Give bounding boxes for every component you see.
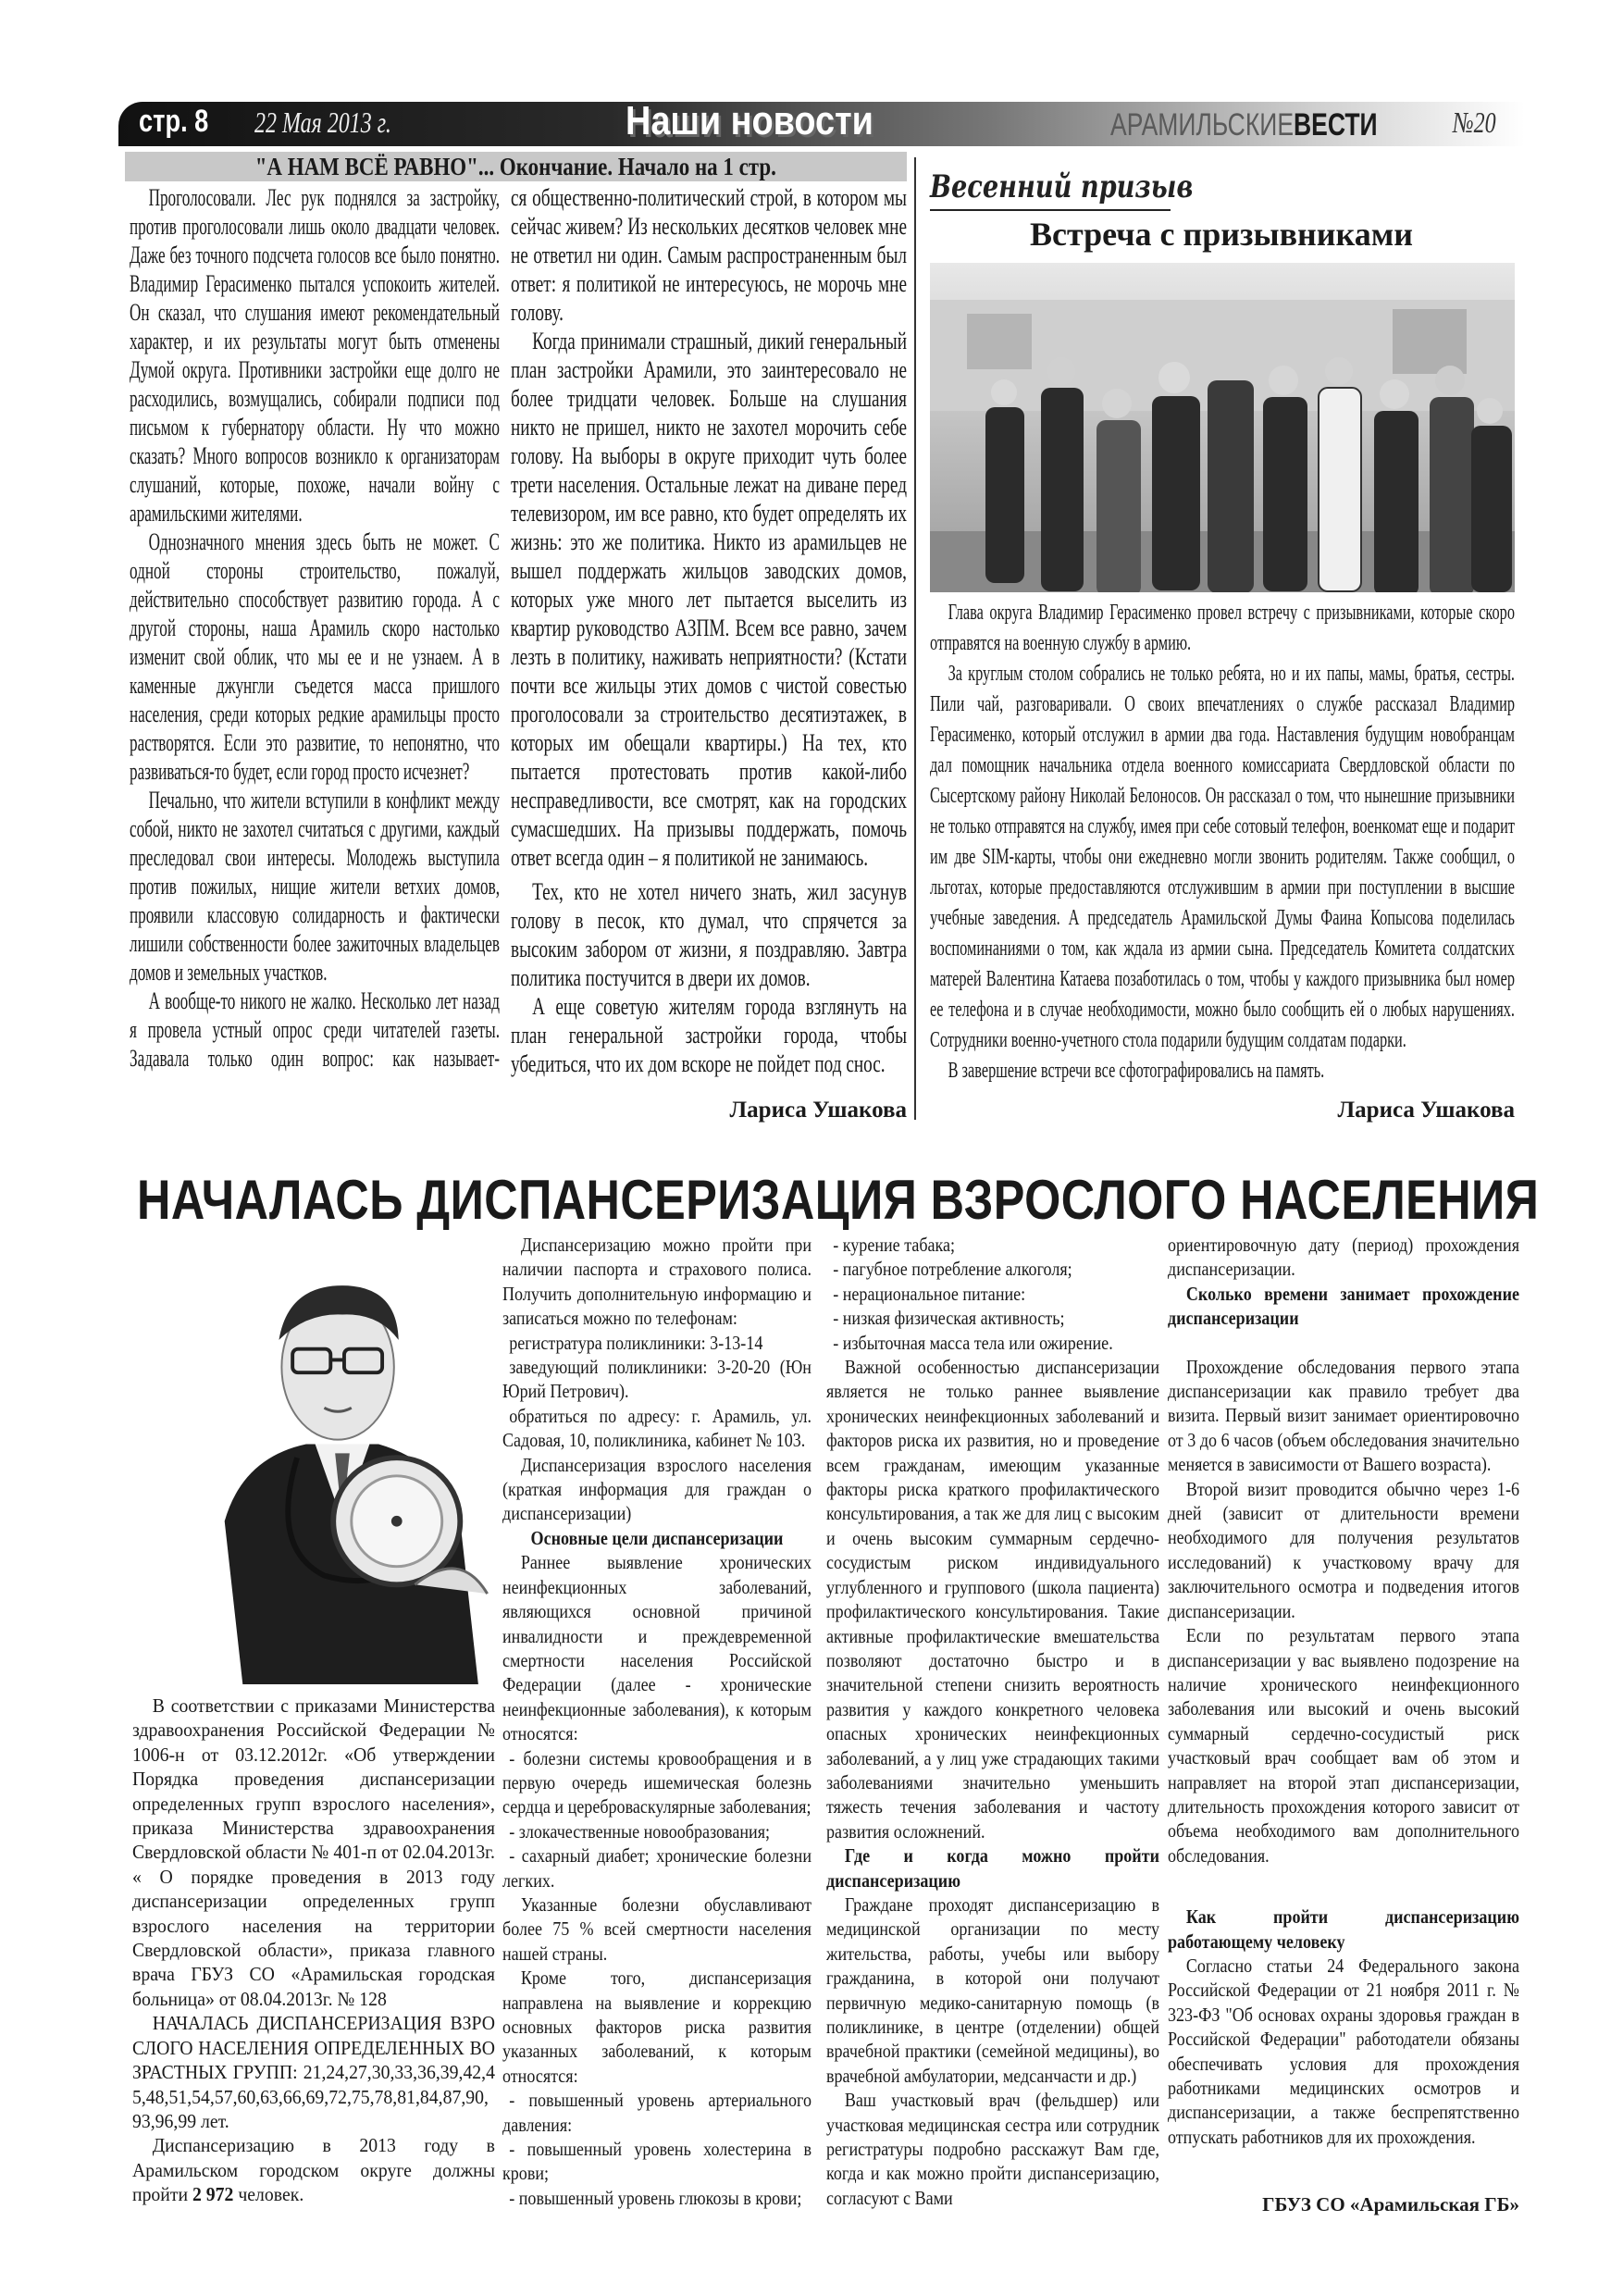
paragraph: А еще советую жителям города взглянуть на план генеральной застройки города, чтобы убедиться, что их дом вскоре не пойдет под снос. bbox=[511, 993, 907, 1077]
article-kicker-text: "А НАМ ВСЁ РАВНО"... Окончание. Начало на 1 стр. bbox=[254, 153, 777, 180]
organization-signature: ГБУЗ СО «Арамильская ГБ» bbox=[1262, 2193, 1519, 2215]
paragraph: Диспансеризация взрослого населения (краткая информация для граждан о диспансеризации) bbox=[502, 1453, 812, 1525]
list-item: - повышенный уровень глюкозы в крови; bbox=[509, 2186, 802, 2209]
issue-number: №20 bbox=[1453, 105, 1496, 139]
paragraph: Важной особенностью диспансеризации является не только раннее выявление хронических неинфекционных заболеваний и факторов риска их развития, но и проведение всем гражданам, имеющим указанные факторы риска краткого профилактического консультирования, а так же для лиц с высоким и очень высоким суммарным сердечно-сосудистым риском индивидуального углубленного и группового (школа пациента) профилактического консультирования. Такие активные профилактические вмешательства позволяют достаточно быстро и в значительной степени снизить вероятность развития у каждого конкретного человека опасных хронических неинфекционных заболеваний, а у лиц уже страдающих такими заболеваниями значительно уменьшить тяжесть течения заболевания и частоту развития осложнений. bbox=[826, 1356, 1159, 1843]
paragraph: За круглым столом собрались не только ребята, но и их папы, мамы, братья, сестры. Пили чай, разговаривали. О своих впечатлениях о службе рассказал Владимир Герасименко, который отслужил в армии два года. Наставления будущим новобранцам дал помощник начальника отдела военного комиссариата Свердловской области по Сысертскому району Николай Белоносов. Он рассказал о том, что нынешние призывники не только отправятся на службу, имея при себе сотовый телефон, военкомат еще и подарит им две SIM-карты, чтобы они ежедневно могли звонить родителям. Также сообщил, о льготах, которые предоставляются отслужившим в армии при поступлении в высшие учебные заведения. А председатель Арамильской Думы Фаина Копысова поделилась воспоминаниями о том, как ждала из армии сына. Председатель Комитета солдатских матерей Валентина Катаева позаботилась о том, чтобы у каждого призывника был номер ее телефона и в случае необходимости, можно было сообщить ей о любых нарушениях. Сотрудники военно-учетного стола подарили будущим солдатам подарки. bbox=[930, 662, 1515, 1052]
rubric-label: Весенний призыв bbox=[930, 168, 1194, 205]
article-column-3 bbox=[826, 1233, 1159, 2210]
text: Диспансеризацию в 2013 году в Арамильском городском округе должны пройти bbox=[132, 2134, 495, 2206]
list-item: - избыточная масса тела или ожирение. bbox=[833, 1331, 1113, 1354]
list-item: - низкая физическая активность; bbox=[833, 1307, 1065, 1330]
list-item: - злокачественные новообразования; bbox=[509, 1819, 771, 1843]
paragraph: В соответствии с приказами Министерства здравоохранения Российской Федерации № 1006-н от 03.12.2012г. «Об утверждении Порядка проведения диспансеризации определенных групп взрослого населения», приказа Министерства здравоохранения Свердловской области № 401-п от 02.04.2013г. « О порядке проведения в 2013 году диспансеризации определенных групп взрослого населения на территории Свердловской области», приказа главного врача ГБУЗ СО «Арамильская городская больница» от 08.04.2013г. № 128 bbox=[132, 1694, 495, 2010]
phone-registry: регистратура поликлиники: 3-13-14 bbox=[509, 1331, 763, 1354]
author-byline: Лариса Ушакова bbox=[1337, 1098, 1515, 1123]
paragraph: Проголосовали. Лес рук поднялся за застройку, против проголосовали лишь около двадцати человек. Даже без точного подсчета голосов все было понятно. Владимир Герасименко пытался успокоить жителей. Он сказал, что слушания имеют рекомендательный характер, и их результаты могут быть отменены Думой округа. Противники застройки еще долго не расходились, возмущались, собирали подписи под письмом к губернатору области. Ну что можно сказать? Много вопросов возникло к организаторам слушаний, которые, похоже, начали войну с арамильскими жителями. bbox=[130, 184, 500, 527]
rubric-underline bbox=[930, 209, 1171, 211]
article-body bbox=[930, 598, 1515, 1086]
paragraph: Если по результатам первого этапа диспансеризации у вас выявлено подозрение на наличие хронического неинфекционного заболевания или высокий и очень высокий суммарный сердечно-сосудистый риск участковый врач сообщает вам об этом и направляет на второй этап диспансеризации, длительность прохождения которого зависит от объема необходимого вам дополнительного обследования. bbox=[1168, 1624, 1519, 1867]
group-photo bbox=[930, 263, 1515, 592]
section-title: Наши новости bbox=[626, 98, 873, 143]
paragraph: НАЧАЛАСЬ ДИСПАНСЕРИЗАЦИЯ ВЗРОСЛОГО НАСЕЛЕНИЯ ОПРЕДЕЛЕННЫХ ВОЗРАСТНЫХ ГРУПП: 21,24,27,30,33,36,39,42,45,48,51,54,57,60,63,66,69,72,75,78,81,84,87,90,93,96,99 лет. bbox=[132, 2012, 495, 2132]
paragraph: Граждане проходят диспансеризацию в медицинской организации по месту жительства, работы, учебы или выбору гражданина, в которой они получают первичную медико-санитарную помощь (в поликлинике, в центре (отделении) общей врачебной практики (семейной медицины), во врачебной амбулатории, медсанчасти и др.) bbox=[826, 1893, 1159, 2087]
paragraph: Раннее выявление хронических неинфекционных заболеваний, являющихся основной причиной инвалидности и преждевременной смертности населения Российской Федерации (далее - хронические неинфекционные заболевания), к которым относятся: bbox=[502, 1551, 812, 1745]
paragraph: Второй визит проводится обычно через 1-6 дней (зависит от длительности времени необходимого для получения результатов исследований) к участковому врачу для заключительного осмотра и подведения итогов диспансеризации. bbox=[1168, 1477, 1519, 1622]
author-byline: Лариса Ушакова bbox=[729, 1098, 907, 1123]
paragraph: Кроме того, диспансеризация направлена на выявление и коррекцию основных факторов риска развития указанных заболеваний, к которым относятся: bbox=[502, 1967, 812, 2087]
subheading: Как пройти диспансеризацию работающему человеку bbox=[1168, 1905, 1519, 1953]
article-title: Встреча с призывниками bbox=[1030, 216, 1413, 253]
paragraph: А вообще-то никого не жалко. Несколько лет назад я провела устный опрос среди читателей газеты. Задавала только один вопрос: как называет- bbox=[130, 987, 500, 1072]
article-column-4 bbox=[1168, 1233, 1519, 2149]
paragraph: Когда принимали страшный, дикий генеральный план застройки Арамили, это заинтересовало не более тридцати человек. Больше на слушания никто не пришел, никто не захотел морочить себе голову. На выборы в округе приходит чуть более трети населения. Остальные лежат на диване перед телевизором, им все равно, кто будет определять их жизнь: это же политика. Никто из арамильцев не вышел поддержать жильцов заводских домов, которых уже много лет пытается выселить из квартир руководство АЗПМ. Всем все равно, зачем лезть в политику, наживать неприятности? (Кстати почти все жильцы этих домов с чистой совестью проголосовали за строительство десятиэтажек, в которых им обещали квартиры.) На тех, кто пытается протестовать против какой-либо несправедливости, все смотрят, как на городских сумасшедших. На призывы поддержать, помочь ответ всегда один – я политикой не занимаюсь. bbox=[511, 328, 907, 871]
paragraph: Указанные болезни обуславливают более 75 % всей смертности населения нашей страны. bbox=[502, 1893, 812, 1965]
paragraph: ориентировочную дату (период) прохождения диспансеризации. bbox=[1168, 1234, 1519, 1281]
paragraph: Прохождение обследования первого этапа диспансеризации как правило требует два визита. Первый визит занимает ориентировочно от 3 до 6 часов (объем обследования значительно меняется в зависимости от Вашего возраста). bbox=[1168, 1355, 1519, 1476]
newspaper-name bbox=[1110, 107, 1378, 143]
paragraph: Тех, кто не хотел ничего знать, жил засунув голову в песок, кто думал, что спрячется за высоким забором от жизни, я поздравляю. Завтра политика постучится в двери их домов. bbox=[511, 878, 907, 991]
paragraph: Печально, что жители вступили в конфликт между собой, никто не захотел считаться с другими, каждый преследовал свои интересы. Молодежь выступила против пожилых, нищие жители ветхих домов, проявили классовую солидарность и фактически лишили собственности более зажиточных владельцев домов и земельных участков. bbox=[130, 787, 500, 986]
people-count: 2 972 bbox=[192, 2183, 234, 2206]
text: человек. bbox=[233, 2183, 304, 2206]
article-column-2 bbox=[502, 1233, 812, 2210]
article-kicker bbox=[125, 152, 907, 181]
main-headline: НАЧАЛАСЬ ДИСПАНСЕРИЗАЦИЯ ВЗРОСЛОГО НАСЕЛЕНИЯ bbox=[137, 1169, 1540, 1231]
list-item: - нерациональное питание: bbox=[833, 1282, 1026, 1305]
column-divider bbox=[914, 157, 916, 1120]
subheading: Где и когда можно пройти диспансеризацию bbox=[826, 1844, 1159, 1892]
list-item: - курение табака; bbox=[833, 1234, 956, 1256]
issue-date: 22 Мая 2013 г. bbox=[254, 105, 391, 139]
list-item: - повышенный уровень артериального давления: bbox=[502, 2089, 812, 2136]
subheading: Сколько времени занимает прохождение диспансеризации bbox=[1168, 1282, 1519, 1330]
list-item: - болезни системы кровообращения и в первую очередь ишемическая болезнь сердца и цереброваскулярные заболевания; bbox=[502, 1746, 812, 1818]
article-column-2 bbox=[511, 183, 907, 1078]
doctor-photo bbox=[185, 1249, 500, 1684]
list-item: - пагубное потребление алкоголя; bbox=[833, 1258, 1072, 1281]
paragraph: Диспансеризацию можно пройти при наличии паспорта и страхового полиса. Получить дополнительную информацию и записаться можно по телефонам: bbox=[502, 1234, 812, 1330]
paragraph: В завершение встречи все сфотографировались на память. bbox=[948, 1059, 1325, 1083]
phone-head: заведующий поликлиники: 3-20-20 (Юн Юрий Петрович). bbox=[502, 1356, 812, 1403]
list-item: - повышенный уровень холестерина в крови; bbox=[502, 2138, 812, 2185]
page-number: стр. 8 bbox=[139, 104, 209, 139]
paragraph: Согласно статьи 24 Федерального закона Российской Федерации от 21 ноября 2011 г. № 323-ФЗ "Об основах охраны здоровья граждан в Российской Федерации" работодатели обязаны обеспечивать условия для прохождения работниками медицинских осмотров и диспансеризации, а также беспрепятственно отпускать работников для их прохождения. bbox=[1168, 1954, 1519, 2148]
newspaper-name-part1: АРАМИЛЬСКИЕ bbox=[1110, 107, 1295, 143]
paragraph bbox=[132, 2133, 495, 2206]
newspaper-name-part2: ВЕСТИ bbox=[1294, 107, 1378, 143]
list-item: - сахарный диабет; хронические болезни легких. bbox=[502, 1844, 812, 1892]
paragraph: Ваш участковый врач (фельдшер) или участковая медицинская сестра или сотрудник регистратуры подробно расскажут Вам где, когда и как можно пройти диспансеризацию, согласуют с Вами bbox=[826, 2089, 1159, 2209]
paragraph: ся общественно-политический строй, в котором мы сейчас живем? Из нескольких десятков человек мне не ответил ни один. Самым распространенным был ответ: я политикой не интересуюсь, не морочь мне голову. bbox=[511, 184, 907, 326]
article-column-1 bbox=[130, 183, 500, 1073]
address: обратиться по адресу: г. Арамиль, ул. Садовая, 10, поликлиника, кабинет № 103. bbox=[502, 1404, 812, 1452]
photo-caption: Глава округа Владимир Герасименко провел встречу с призывниками, которые скоро отправятся на военную службу в армию. bbox=[930, 601, 1515, 655]
paragraph: Однозначного мнения здесь быть не может. С одной стороны строительство, пожалуй, действительно способствует развитию города. А с другой стороны, наша Арамиль скоро настолько изменит свой облик, что мы ее и не узнаем. А в каменные джунгли съедется масса пришлого населения, среди которых редкие арамильцы просто растворятся. Если это развитие, то непонятно, что развиваться-то будет, если город просто исчезнет? bbox=[130, 528, 500, 785]
article-column-1 bbox=[132, 1694, 495, 2207]
subheading: Основные цели диспансеризации bbox=[530, 1526, 784, 1549]
